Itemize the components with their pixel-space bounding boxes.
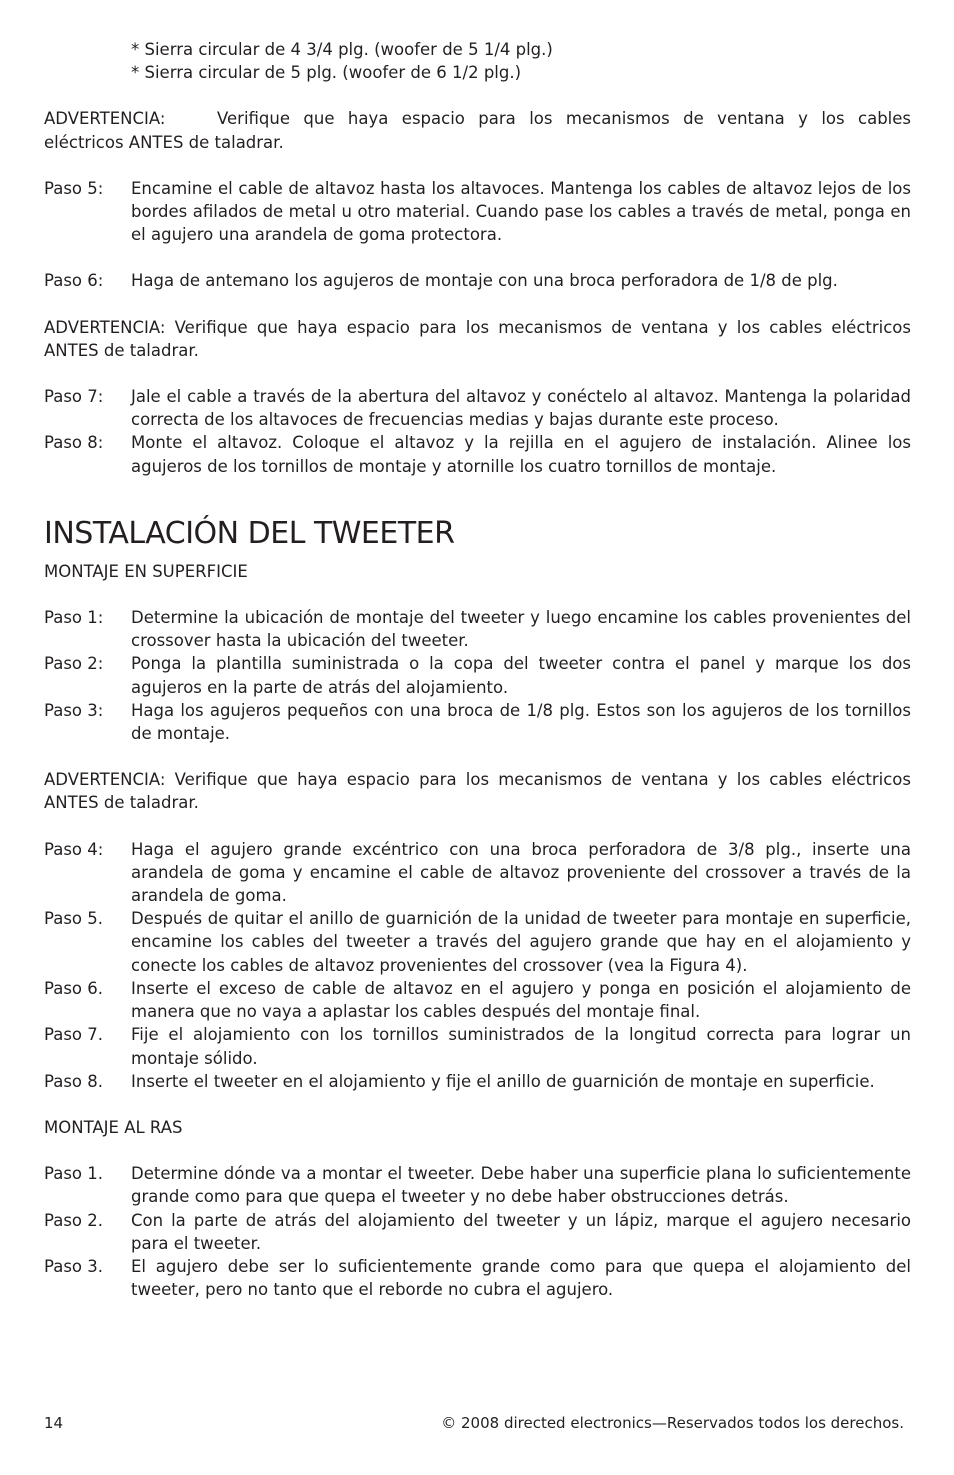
step-label: Paso 4: [44,839,104,859]
step-item [44,652,911,698]
step-text: Inserte el tweeter en el alojamiento y fije el anillo de guarnición de montaje en superficie. [131,1071,875,1091]
step-text: Jale el cable a través de la abertura del altavoz y conéctelo al altavoz. Mantenga la polaridad correcta de los altavoces de frecuencias medias y bajas durante este proceso. [131,387,911,430]
step-item [44,385,911,431]
step-text: Determine dónde va a montar el tweeter. Debe haber una superficie plana lo suficientemente grande como para que quepa el tweeter y no debe haber obstrucciones detrás. [131,1164,911,1207]
step-text: Después de quitar el anillo de guarnición de la unidad de tweeter para montaje en superficie, encamine los cables del tweeter a través del agujero grande que hay en el alojamiento y conecte los cables de altavoz provenientes del crossover (vea la Figura 4). [131,909,911,975]
step-text: Monte el altavoz. Coloque el altavoz y la rejilla en el agujero de instalación. Alinee los agujeros de los tornillos de montaje y atornille los cuatro tornillos de montaje. [131,433,911,476]
step-item [44,977,911,1023]
step-text: El agujero debe ser lo suficientemente grande como para que quepa el alojamiento del tweeter, pero no tanto que el reborde no cubra el agujero. [131,1256,911,1300]
step-label: Paso 3. [44,1256,103,1276]
step-item [44,177,911,247]
step-item [44,269,911,292]
step-item [44,1070,911,1093]
step-text: Haga los agujeros pequeños con una broca de 1/8 plg. Estos son los agujeros de los tornillos de montaje. [131,700,911,744]
step-item [44,431,911,477]
step-text: Fije el alojamiento con los tornillos suministrados de la longitud correcta para lograr un montaje sólido. [131,1025,911,1068]
step-label: Paso 6. [44,978,103,998]
step-label: Paso 5: [44,178,104,198]
step-item [44,1162,911,1208]
step-label: Paso 8: [44,433,104,453]
intro-line: * Sierra circular de 4 3/4 plg. (woofer de 5 1/4 plg.) [131,40,553,59]
step-label: Paso 8. [44,1071,103,1091]
step-label: Paso 7: [44,387,104,407]
step-text: Haga el agujero grande excéntrico con una broca perforadora de 3/8 plg., inserte una arandela de goma y encamine el cable de altavoz proveniente del crossover a través de la arandela de goma. [131,839,911,906]
warning-text: Verifique que haya espacio para los mecanismos de ventana y los cables [217,109,911,129]
subheading-surface: MONTAJE EN SUPERFICIE [44,561,248,581]
step-text: Inserte el exceso de cable de altavoz en el agujero y ponga en posición el alojamiento de manera que no vaya a aplastar los cables después del montaje final. [131,978,911,1022]
step-label: Paso 2. [44,1210,103,1230]
step-text: Ponga la plantilla suministrada o la copa del tweeter contra el panel y marque los dos agujeros en la parte de atrás del alojamiento. [131,654,911,697]
step-text: Con la parte de atrás del alojamiento del tweeter y un lápiz, marque el agujero necesario para el tweeter. [131,1210,911,1253]
step-text: Determine la ubicación de montaje del tweeter y luego encamine los cables provenientes del crossover hasta la ubicación del tweeter. [131,608,911,651]
step-item [44,1023,911,1069]
step-label: Paso 1. [44,1164,103,1184]
step-label: Paso 5. [44,909,103,929]
warning-label: ADVERTENCIA: [44,109,166,129]
step-label: Paso 7. [44,1025,103,1045]
subheading-flush: MONTAJE AL RAS [44,1117,183,1137]
document-body [44,38,911,1301]
step-label: Paso 2: [44,654,104,674]
page-number: 14 [44,1414,64,1432]
intro-list [44,38,911,84]
step-item [44,699,911,745]
warning-block [44,107,911,153]
step-label: Paso 1: [44,608,104,628]
page-footer [44,1412,904,1435]
step-text: Haga de antemano los agujeros de montaje con una broca perforadora de 1/8 de plg. [131,271,838,291]
step-item [44,1255,911,1301]
step-item [44,907,911,977]
step-label: Paso 3: [44,700,104,720]
copyright-notice: © 2008 directed electronics—Reservados todos los derechos. [441,1414,904,1432]
intro-line: * Sierra circular de 5 plg. (woofer de 6 1/2 plg.) [131,63,522,83]
step-item [44,606,911,652]
warning-paragraph: ADVERTENCIA: Verifique que haya espacio para los mecanismos de ventana y los cables eléctricos ANTES de taladrar. [44,770,911,813]
section-heading: INSTALACIÓN DEL TWEETER [44,515,455,551]
warning-text-continued: eléctricos ANTES de taladrar. [44,132,284,152]
step-label: Paso 6: [44,271,104,291]
step-item [44,1209,911,1255]
warning-paragraph: ADVERTENCIA: Verifique que haya espacio para los mecanismos de ventana y los cables eléctricos ANTES de taladrar. [44,317,911,360]
step-item [44,838,911,908]
step-text: Encamine el cable de altavoz hasta los altavoces. Mantenga los cables de altavoz lejos de los bordes afilados de metal u otro material. Cuando pase los cables a través de metal, ponga en el agujero una arandela de goma protectora. [131,178,911,245]
